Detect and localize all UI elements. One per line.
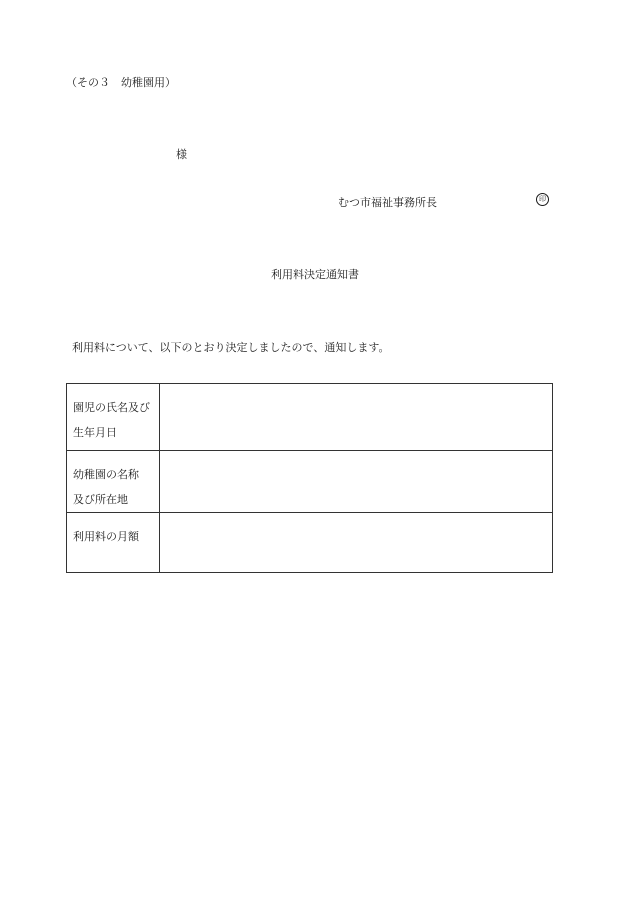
document-title: 利用料決定通知書 [271,268,359,281]
label-line: 園児の氏名及び [73,401,150,414]
label-line: 幼稚園の名称 [73,468,139,481]
row-value [160,384,553,451]
row-label [67,513,160,573]
form-type-label: （その３ 幼稚園用） [66,76,176,89]
table-row [67,451,553,513]
label-line: 利用料の月額 [73,530,139,543]
table-row [67,513,553,573]
info-table [66,383,553,573]
issuer-name: むつ市福祉事務所長 [338,196,437,209]
row-label [67,451,160,513]
table-row [67,384,553,451]
seal-mark-icon: 印 [536,193,549,206]
label-line: 生年月日 [73,426,117,439]
addressee-suffix: 様 [176,148,187,161]
row-value [160,513,553,573]
intro-text: 利用料について、以下のとおり決定しましたので、通知します。 [72,341,390,354]
row-label [67,384,160,451]
row-value [160,451,553,513]
label-line: 及び所在地 [73,493,128,506]
